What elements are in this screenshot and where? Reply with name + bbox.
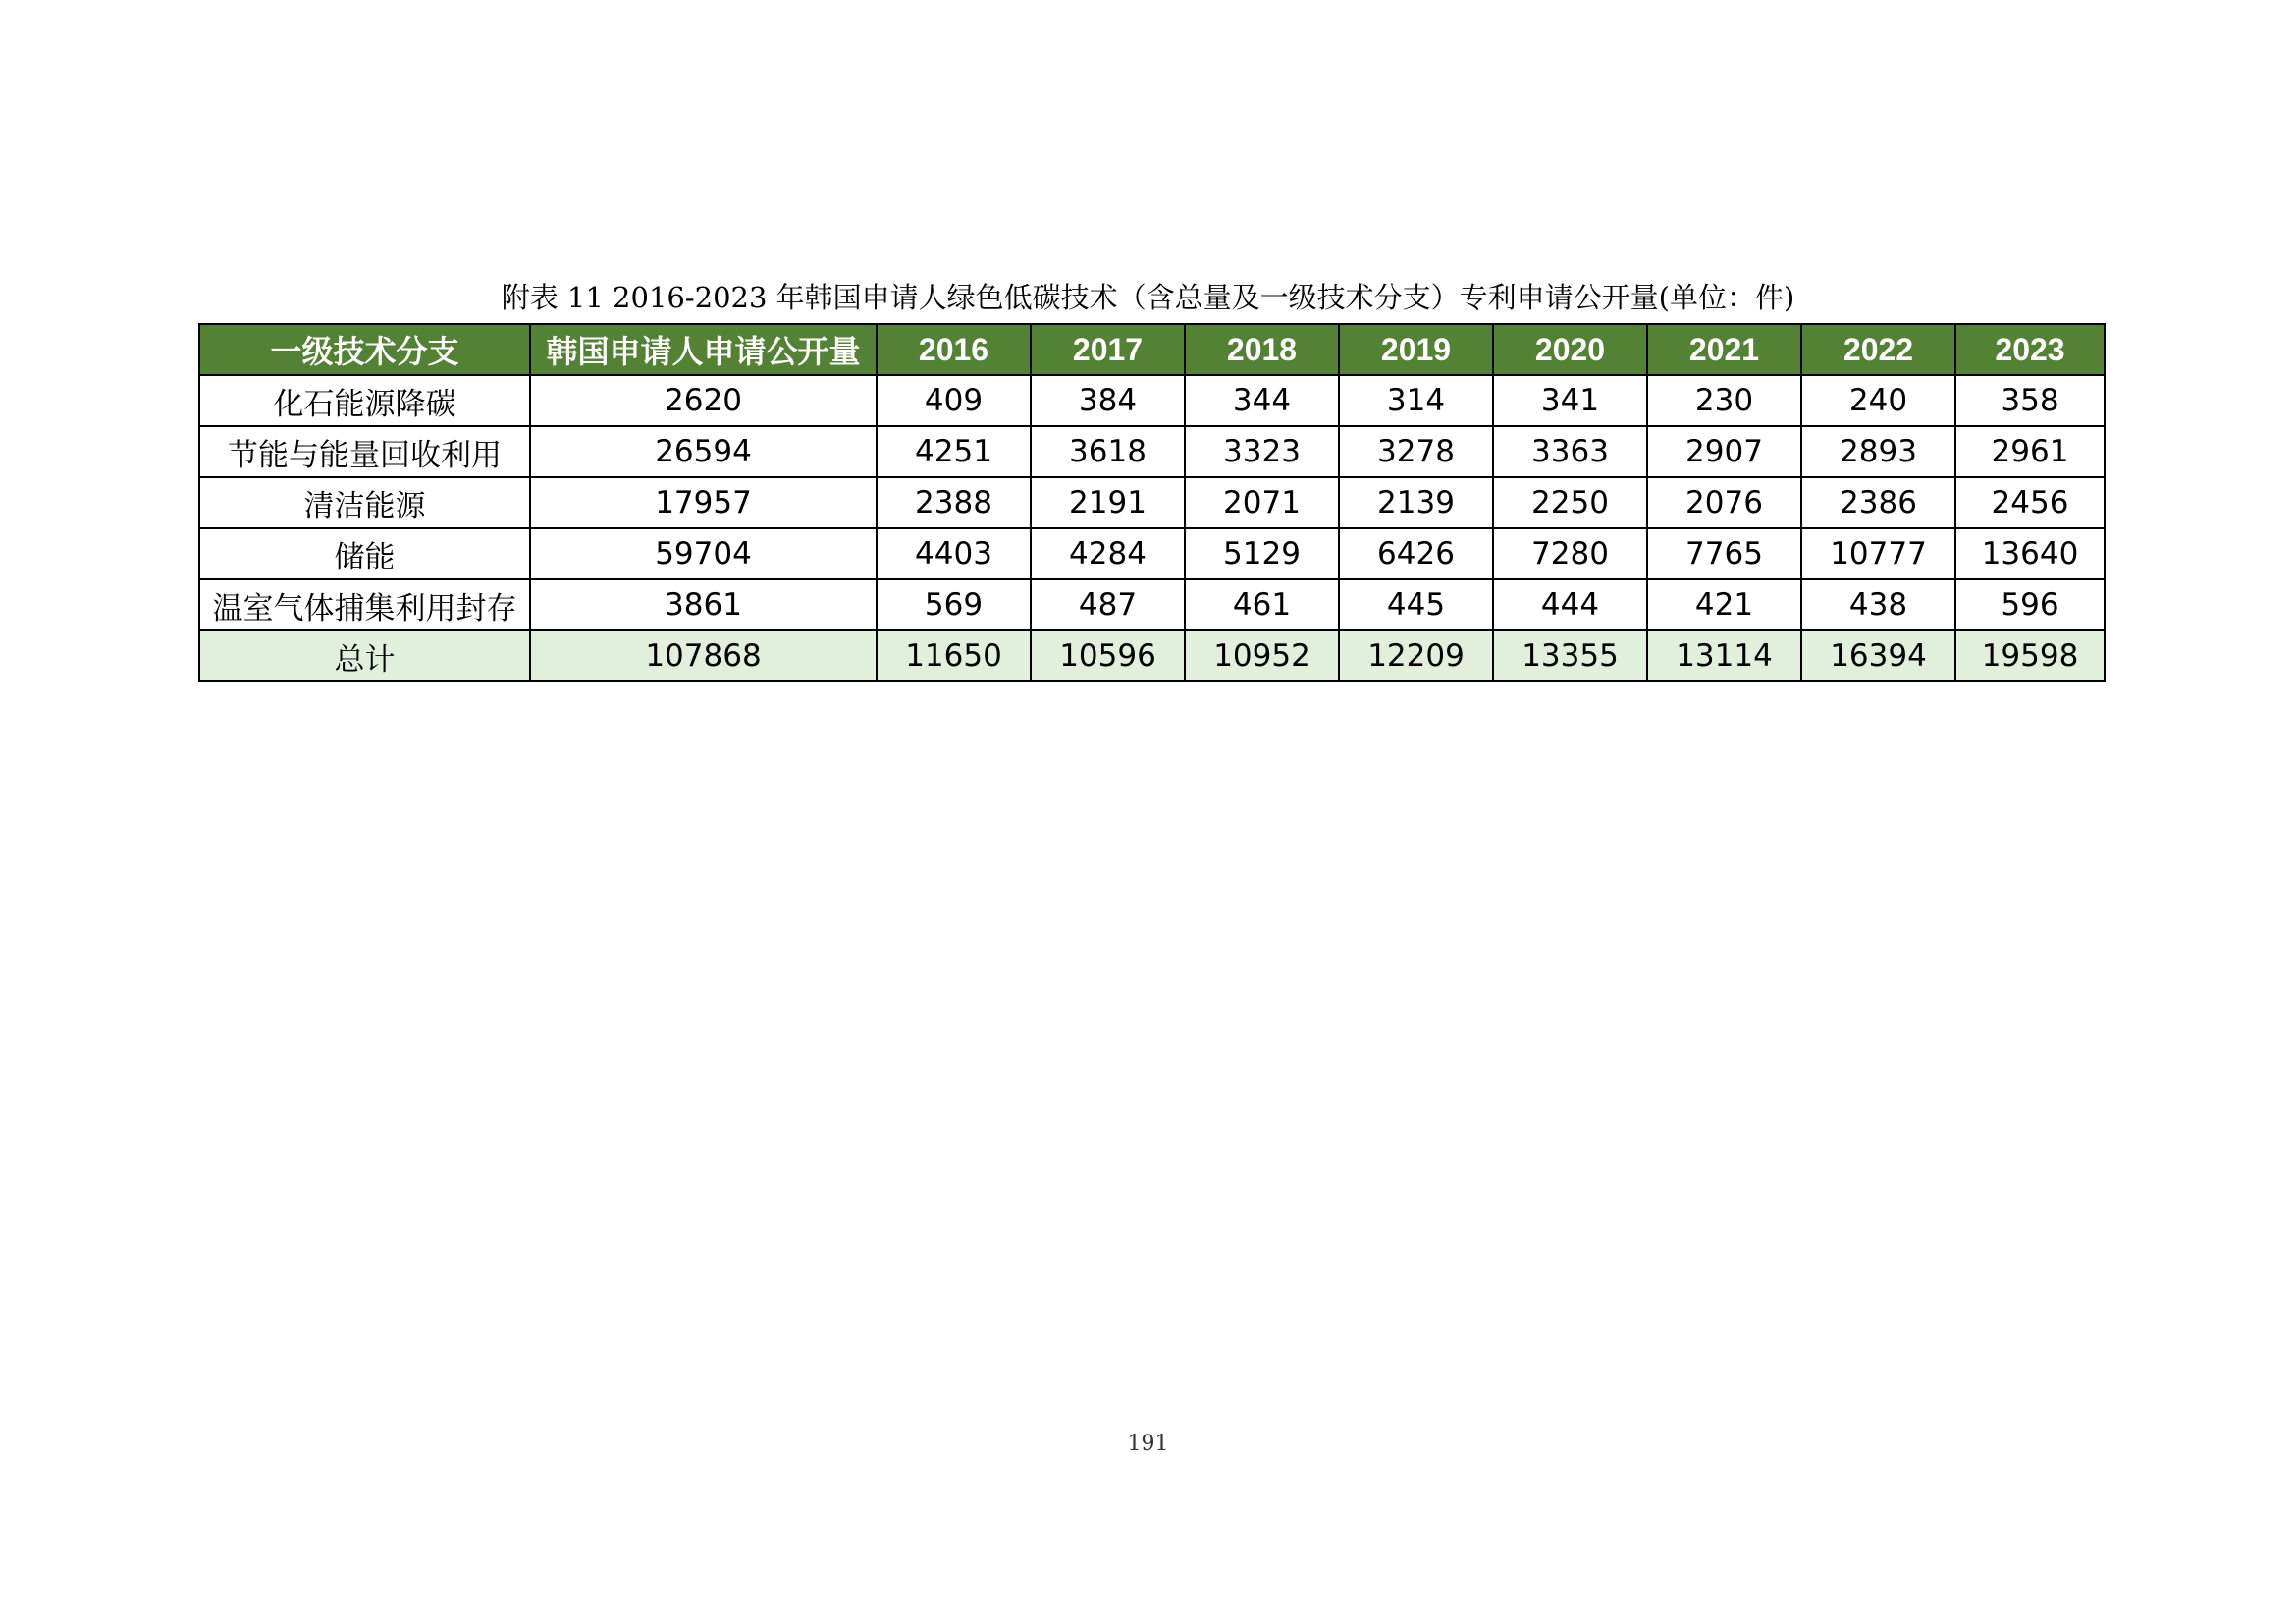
value-cell: 2961	[1955, 426, 2105, 477]
value-cell: 17957	[530, 477, 877, 528]
branch-name-cell: 储能	[199, 528, 530, 579]
value-cell: 314	[1339, 375, 1493, 426]
table-row	[199, 528, 2105, 579]
total-value-cell: 10952	[1185, 630, 1339, 681]
page-number: 191	[1127, 1432, 1169, 1456]
value-cell: 2907	[1647, 426, 1801, 477]
header-year: 2018	[1185, 324, 1339, 375]
value-cell: 344	[1185, 375, 1339, 426]
value-cell: 487	[1031, 579, 1185, 630]
header-year: 2021	[1647, 324, 1801, 375]
value-cell: 2071	[1185, 477, 1339, 528]
value-cell: 421	[1647, 579, 1801, 630]
table-body	[199, 375, 2105, 681]
patent-table	[198, 323, 2106, 682]
branch-name-cell: 节能与能量回收利用	[199, 426, 530, 477]
value-cell: 438	[1801, 579, 1955, 630]
value-cell: 3323	[1185, 426, 1339, 477]
branch-name-cell: 清洁能源	[199, 477, 530, 528]
value-cell: 10777	[1801, 528, 1955, 579]
value-cell: 3363	[1493, 426, 1647, 477]
total-row	[199, 630, 2105, 681]
value-cell: 4403	[877, 528, 1031, 579]
value-cell: 4251	[877, 426, 1031, 477]
value-cell: 240	[1801, 375, 1955, 426]
table-row	[199, 426, 2105, 477]
table-caption: 附表 11 2016-2023 年韩国申请人绿色低碳技术（含总量及一级技术分支）专利申请公开量(单位：件)	[501, 281, 1795, 314]
value-cell: 7765	[1647, 528, 1801, 579]
value-cell: 2139	[1339, 477, 1493, 528]
header-year: 2017	[1031, 324, 1185, 375]
value-cell: 2620	[530, 375, 877, 426]
value-cell: 596	[1955, 579, 2105, 630]
branch-name-cell: 温室气体捕集利用封存	[199, 579, 530, 630]
table-row	[199, 579, 2105, 630]
branch-name-cell: 化石能源降碳	[199, 375, 530, 426]
table-row	[199, 477, 2105, 528]
total-value-cell: 10596	[1031, 630, 1185, 681]
value-cell: 2386	[1801, 477, 1955, 528]
total-value-cell: 12209	[1339, 630, 1493, 681]
value-cell: 341	[1493, 375, 1647, 426]
table-row	[199, 375, 2105, 426]
value-cell: 444	[1493, 579, 1647, 630]
value-cell: 445	[1339, 579, 1493, 630]
value-cell: 409	[877, 375, 1031, 426]
value-cell: 569	[877, 579, 1031, 630]
header-branch: 一级技术分支	[199, 324, 530, 375]
table-header-row	[199, 324, 2105, 375]
value-cell: 3861	[530, 579, 877, 630]
value-cell: 2893	[1801, 426, 1955, 477]
value-cell: 59704	[530, 528, 877, 579]
total-value-cell: 107868	[530, 630, 877, 681]
value-cell: 6426	[1339, 528, 1493, 579]
header-total-korea: 韩国申请人申请公开量	[530, 324, 877, 375]
value-cell: 3618	[1031, 426, 1185, 477]
total-value-cell: 13114	[1647, 630, 1801, 681]
total-label-cell: 总计	[199, 630, 530, 681]
value-cell: 384	[1031, 375, 1185, 426]
value-cell: 230	[1647, 375, 1801, 426]
value-cell: 461	[1185, 579, 1339, 630]
header-year: 2020	[1493, 324, 1647, 375]
value-cell: 13640	[1955, 528, 2105, 579]
total-value-cell: 16394	[1801, 630, 1955, 681]
total-value-cell: 11650	[877, 630, 1031, 681]
header-year: 2016	[877, 324, 1031, 375]
total-value-cell: 13355	[1493, 630, 1647, 681]
value-cell: 2456	[1955, 477, 2105, 528]
value-cell: 7280	[1493, 528, 1647, 579]
value-cell: 5129	[1185, 528, 1339, 579]
value-cell: 26594	[530, 426, 877, 477]
value-cell: 2191	[1031, 477, 1185, 528]
value-cell: 2388	[877, 477, 1031, 528]
value-cell: 3278	[1339, 426, 1493, 477]
header-year: 2019	[1339, 324, 1493, 375]
value-cell: 2250	[1493, 477, 1647, 528]
header-year: 2022	[1801, 324, 1955, 375]
header-year: 2023	[1955, 324, 2105, 375]
value-cell: 2076	[1647, 477, 1801, 528]
value-cell: 4284	[1031, 528, 1185, 579]
value-cell: 358	[1955, 375, 2105, 426]
total-value-cell: 19598	[1955, 630, 2105, 681]
